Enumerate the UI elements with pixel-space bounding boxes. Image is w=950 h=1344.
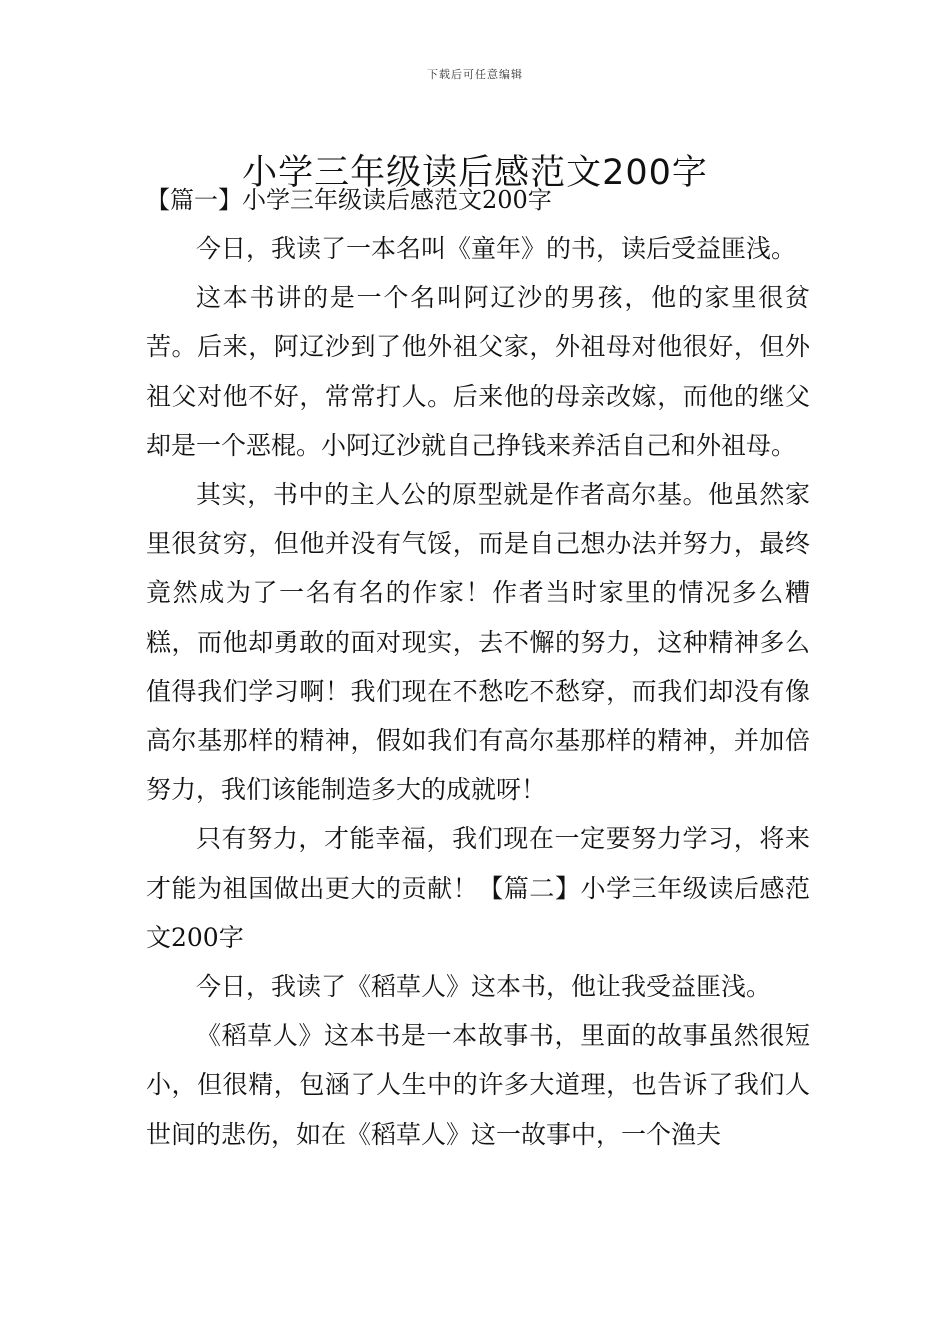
paragraph: 《稻草人》这本书是一本故事书，里面的故事虽然很短小，但很精，包涵了人生中的许多大道理，也告诉了我们人世间的悲伤，如在《稻草人》这一故事中，一个渔夫 bbox=[146, 1021, 810, 1149]
paragraph: 只有努力，才能幸福，我们现在一定要努力学习，将来才能为祖国做出更大的贡献！【篇二】小学三年级读后感范文200字 bbox=[146, 824, 810, 952]
paragraph: 其实，书中的主人公的原型就是作者高尔基。他虽然家里很贫穷，但他并没有气馁，而是自己想办法并努力，最终竟然成为了一名有名的作家！作者当时家里的情况多么糟糕，而他却勇敢的面对现实，去不懈的努力，这种精神多么值得我们学习啊！我们现在不愁吃不愁穿，而我们却没有像高尔基那样的精神，假如我们有高尔基那样的精神，并加倍努力，我们该能制造多大的成就呀！ bbox=[146, 480, 810, 805]
page-header-note: 下载后可任意编辑 bbox=[427, 68, 523, 81]
paragraph: 今日，我读了一本名叫《童年》的书，读后受益匪浅。 bbox=[196, 234, 797, 263]
document-title: 小学三年级读后感范文200字 bbox=[242, 153, 708, 194]
section-heading: 【篇一】小学三年级读后感范文200字 bbox=[146, 186, 552, 214]
paragraph: 这本书讲的是一个名叫阿辽沙的男孩，他的家里很贫苦。后来，阿辽沙到了他外祖父家，外祖母对他很好，但外祖父对他不好，常常打人。后来他的母亲改嫁，而他的继父却是一个恶棍。小阿辽沙就自己挣钱来养活自己和外祖母。 bbox=[146, 283, 810, 460]
paragraph: 今日，我读了《稻草人》这本书，他让我受益匪浅。 bbox=[196, 972, 772, 1002]
document-body bbox=[146, 176, 810, 1159]
